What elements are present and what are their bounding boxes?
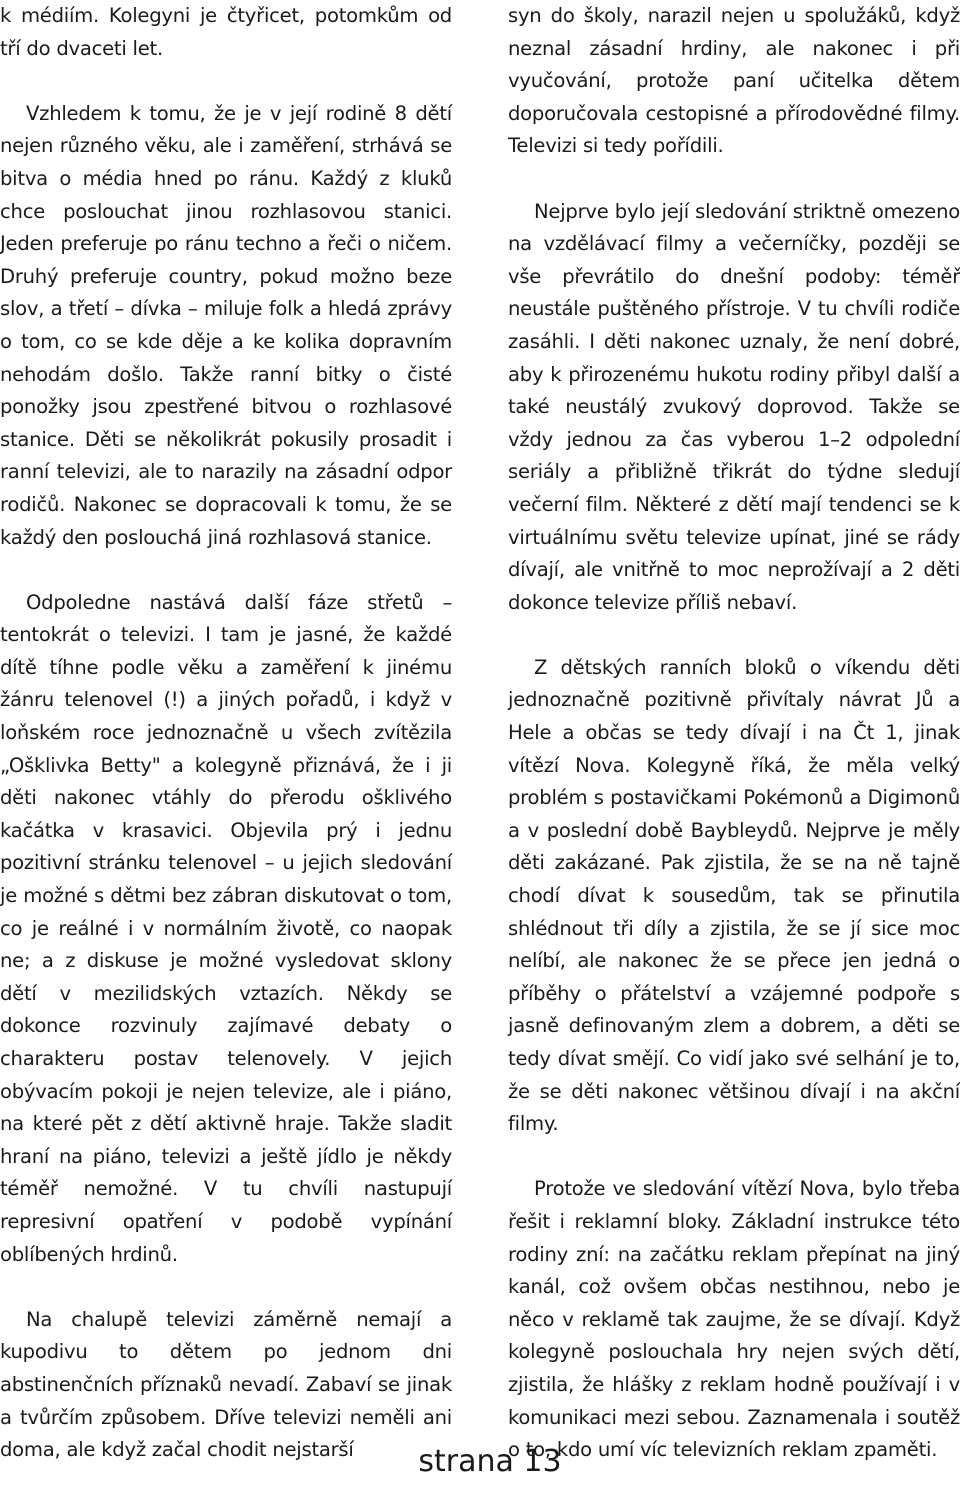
right-column: [508, 0, 960, 1499]
left-paragraph-3: Odpoledne nastává další fáze střetů – tentokrát o televizi. I tam je jasné, že každé dítě tíhne podle věku a zaměření k jinému žánru telenovel (!) a jiných pořadů, i když v loňském roce jednoznačně u všech zvítězila „Ošklivka Betty" a kolegyně přiznává, že i ji děti nakonec vtáhly do přerodu ošklivého kačátka v krasavici. Objevila prý i jednu pozitivní stránku telenovel – u jejich sledování je možné s dětmi bez zábran diskutovat o tom, co je reálné i v normálním životě, co naopak ne; a z diskuse je možné vysledovat sklony dětí v mezilidských vztazích. Někdy se dokonce rozvinuly zajímavé debaty o charakteru postav telenovely. V jejich obývacím pokoji je nejen televize, ale i piáno, na které pět z dětí aktivně hraje. Takže sladit hraní na piáno, televizi a ještě jídlo je někdy téměř nemožné. V tu chvíli nastupují represivní opatření v podobě vypínání oblíbených hrdinů.: [0, 590, 452, 1266]
left-paragraph-2: Vzhledem k tomu, že je v její rodině 8 dětí nejen různého věku, ale i zaměření, strhává se bitva o média hned po ránu. Každý z kluků chce poslouchat jinou rozhlasovou stanici. Jeden preferuje po ránu techno a řeči o ničem. Druhý preferuje country, pokud možno beze slov, a třetí – dívka – miluje folk a hledá zprávy o tom, co se kde děje a ke kolika dopravním nehodám došlo. Takže ranní bitky o čisté ponožky jsou zpestřené bitvou o rozhlasové stanice. Děti se několikrát pokusily prosadit i ranní televizi, ale to narazily na zásadní odpor rodičů. Nakonec se dopracovali k tomu, že se každý den poslouchá jiná rozhlasová stanice.: [0, 101, 452, 549]
left-column: [0, 0, 452, 1499]
left-paragraph-4: Na chalupě televizi záměrně nemají a kupodivu to dětem po jednom dni abstinenčních příznaků nevadí. Zabaví se jinak a tvůrčím způsobem. Dříve televizi neměli ani doma, ale když začal chodit nejstarší: [0, 1307, 452, 1462]
right-paragraph-2: Nejprve bylo její sledování striktně omezeno na vzdělávací filmy a večerníčky, později se vše převrátilo do dnešní podoby: téměř neustále puštěného přístroje. V tu chvíli rodiče zasáhli. I děti nakonec uznaly, že není dobré, aby k přirozenému hukotu rodiny přibyl další a také neustálý zvukový doprovod. Takže se vždy jednou za čas vyberou 1–2 odpolední seriály a přibližně třikrát do týdne sledují večerní film. Některé z dětí mají tendenci se k virtuálnímu světu televize upínat, jiné se rády dívají, ale vnitřně to moc neprožívají a 2 děti dokonce televize příliš nebaví.: [508, 199, 960, 614]
page-number: strana 13: [418, 1444, 562, 1479]
left-paragraph-1: k médiím. Kolegyni je čtyřicet, potomkům od tří do dvaceti let.: [0, 4, 452, 60]
right-paragraph-3: Z dětských ranních bloků o víkendu děti jednoznačně pozitivně přivítaly návrat Jů a Hele a občas se tedy dívají i na Čt 1, jinak vítězí Nova. Kolegyně říká, že měla velký problém s postavičkami Pokémonů a Digimonů a v poslední době Baybleydů. Nejprve je měly děti zakázané. Pak zjistila, že se na ně tajně chodí dívat k sousedům, tak se přinutila shlédnout tři díly a zjistila, že se jí sice moc nelíbí, ale nakonec že se přece jen jedná o příběhy o přátelství a vzájemné podpoře s jasně definovaným zlem a dobrem, a děti se tedy dívat smějí. Co vidí jako své selhání je to, že se děti nakonec většinou dívají i na akční filmy.: [508, 655, 960, 1136]
right-paragraph-1: syn do školy, narazil nejen u spolužáků, když neznal zásadní hrdiny, ale nakonec i při vyučování, protože paní učitelka dětem doporučovala cestopisné a přírodovědné filmy. Televizi si tedy pořídili.: [508, 4, 960, 158]
right-paragraph-4: Protože ve sledování vítězí Nova, bylo třeba řešit i reklamní bloky. Základní instrukce této rodiny zní: na začátku reklam přepínat na jiný kanál, což ovšem občas nestihnou, nebo je něco v reklamě tak zaujme, že se dívají. Když kolegyně poslouchala hry nejen svých dětí, zjistila, že hlášky z reklam hodně používají i v komunikaci mezi sebou. Zaznamenala i soutěž o to, kdo umí víc televizních reklam zpaměti.: [508, 1177, 960, 1462]
